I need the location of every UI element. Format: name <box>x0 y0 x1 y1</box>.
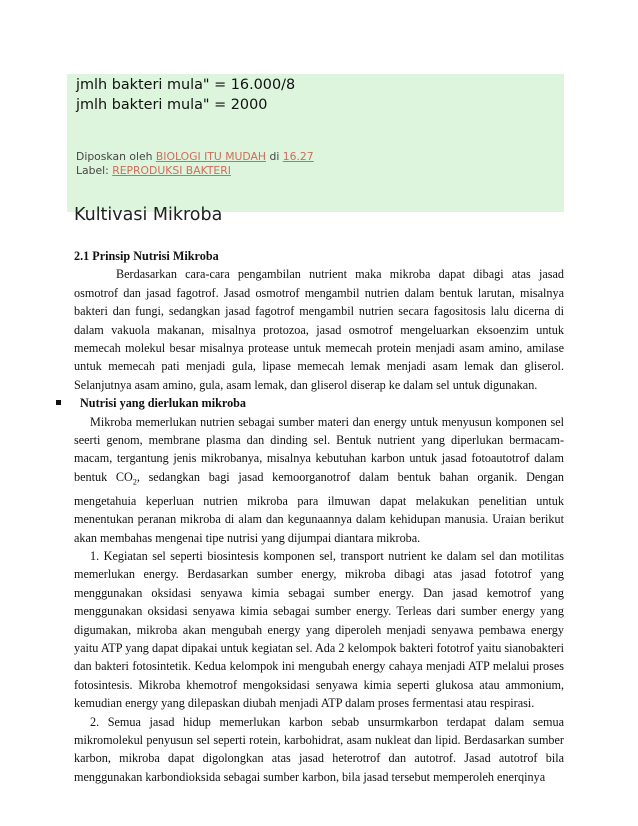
label-link[interactable]: REPRODUKSI BAKTERI <box>112 164 231 177</box>
timestamp-link[interactable]: 16.27 <box>282 150 314 163</box>
posted-prefix: Diposkan oleh <box>76 150 156 163</box>
post-title: Kultivasi Mikroba <box>74 205 223 225</box>
paragraph-1: Berdasarkan cara-cara pengambilan nutrient maka mikroba dapat dibagi atas jasad osmotrof dan jasad fagotrof. Jasad osmotrof mengambil nutrien dalam bentuk larutan, misalnya bakteri dan fungi, sedangkan jasad fagotrof mengambil nutrien secara fagositosis lalu dicerna di dalam vakuola makanan, misalnya protozoa, jasad osmotrof mengeluarkan eksoenzim untuk memecah molekul besar misalnya protease untuk memecah protein menjadi asam amino, amilase untuk memecah pati menjadi gula, lipase memecah lemak menjadi asam lemak dan gliserol. Selanjutnya asam amino, gula, asam lemak, dan gliserol diserap ke dalam sel untuk digunakan. <box>74 267 564 392</box>
posted-by-line <box>76 150 314 163</box>
posted-at-text: di <box>266 150 283 163</box>
label-line <box>76 164 231 177</box>
calculation-block <box>67 74 564 145</box>
bullet-item <box>74 394 564 412</box>
calc-line-1: jmlh bakteri mula" = 16.000/8 <box>76 77 296 93</box>
calc-line-2: jmlh bakteri mula" = 2000 <box>76 97 268 113</box>
article-body <box>74 247 564 786</box>
section-heading: 2.1 Prinsip Nutrisi Mikroba <box>74 249 219 263</box>
list-item-2: 2. Semua jasad hidup memerlukan karbon sebab unsurmkarbon terdapat dalam semua mikromolekul penyusun sel seperti rotein, karbohidrat, asam nukleat dan lipid. Berdasarkan sumber karbon, mikroba dapat digolongkan atas jasad heterotrof dan autotrof. Jasad autotrof bila menggunakan karbondioksida sebagai sumber karbon, bila jasad tersebut memperoleh enerqinya <box>74 714 564 784</box>
paragraph-2 <box>74 413 564 547</box>
post-footer <box>67 145 564 212</box>
list-item-1: 1. Kegiatan sel seperti biosintesis komponen sel, transport nutrient ke dalam sel dan motilitas memerlukan energy. Berdasarkan sumber energy, mikroba dibagi atas jasad fototrof yang menggunakan oksidasi senyawa kimia sebagai sumber energy. Dan jasad kemotrof yang menggunakan oksidasi senyawa kimia sebagai sumber energy. Terleas dari sumber energy yang digumakan, mikroba akan mengubah energy yang diperoleh menjadi senyawa pembawa energy yaitu ATP yang dapat dipakai untuk kegiatan sel. Ada 2 kelompok bakteri fototrof yaitu sianobakteri dan bakteri fotosintetik. Kedua kelompok ini mengubah energy cahaya menjadi ATP melalui proses fotosintesis. Mikroba khemotrof mengoksidasi senyawa kimia seperti glukosa atau ammonium, kemudian energy yang dilepaskan diubah menjadi ATP dalam proses fermentasi atau respirasi. <box>74 548 564 711</box>
bullet-heading: Nutrisi yang dierlukan mikroba <box>80 396 247 411</box>
paragraph-2-text: Mikroba memerlukan nutrien sebagai sumber materi dan energy untuk menyusun komponen sel seerti genom, membrane plasma dan dinding sel. Bentuk nutrient yang diperlukan bermacam-macam, tergantung jenis mikrobanya, misalnya kebutuhan karbon untuk jasad fotoautotrof dalam bentuk CO <box>74 414 564 484</box>
paragraph-2-rest: , sedangkan bagi jasad kemoorganotrof dalam bentuk bahan organik. Dengan mengetahuia keperluan nutrien mikroba para ilmuwan dapat melakukan penelitian untuk menentukan peranan mikroba di alam dan kegunaannya dalam kehidupan manusia. Uraian berikut akan membahas mengenai tipe nutrisi yang dijumpai diantara mikroba. <box>74 469 564 545</box>
label-prefix: Label: <box>76 164 113 177</box>
co2-subscript: 2 <box>132 477 137 487</box>
author-link[interactable]: BIOLOGI ITU MUDAH <box>155 150 267 163</box>
bullet-icon <box>56 400 61 405</box>
